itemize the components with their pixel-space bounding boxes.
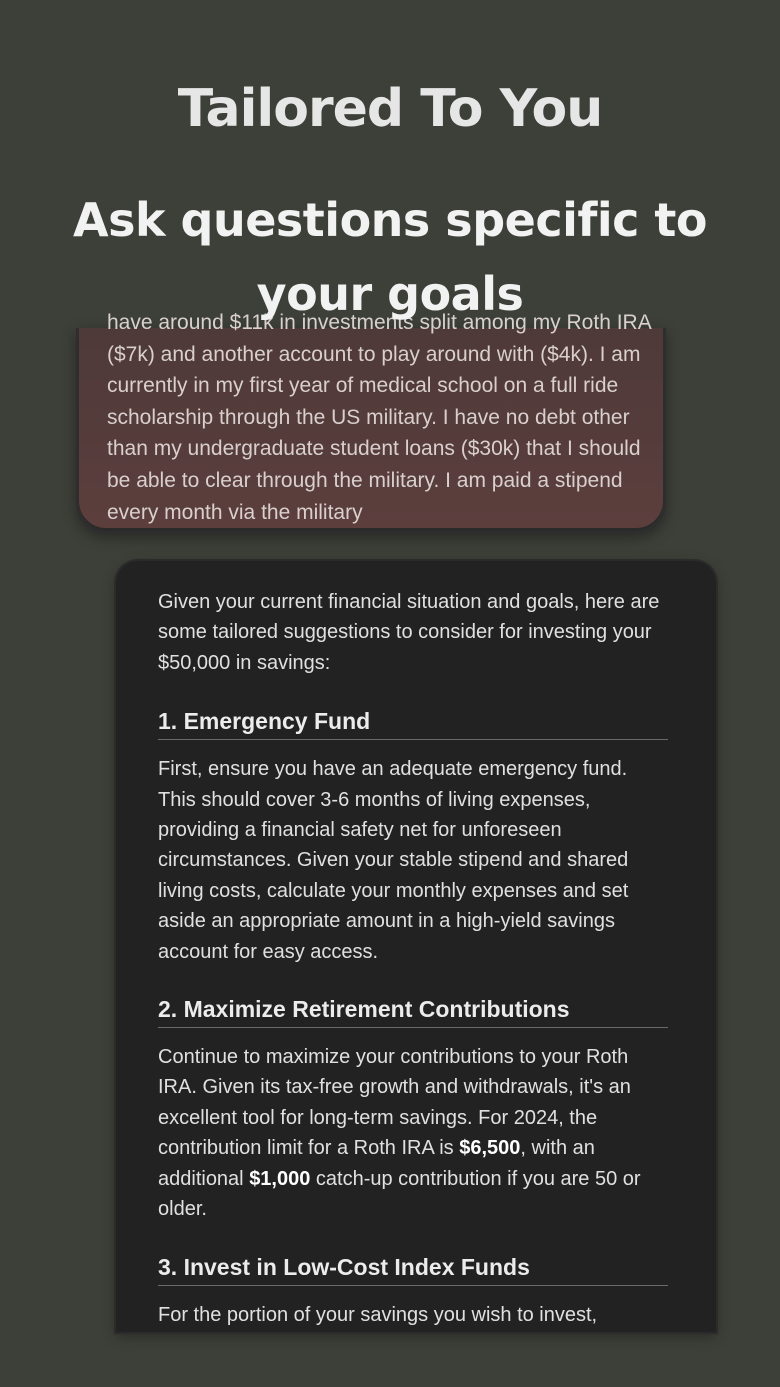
section-heading-emergency-fund: 1. Emergency Fund — [158, 706, 668, 740]
user-message-bubble — [76, 311, 666, 534]
catch-up-amount: $1,000 — [249, 1167, 311, 1190]
section-body-emergency-fund: First, ensure you have an adequate emergency fund. This should cover 3-6 months of living expenses, providing a financial safety net for unforeseen circumstances. Given your stable stipend and shared living costs, calculate your monthly expenses and set aside an appropriate amount in a high-yield savings account for easy access. — [158, 758, 629, 963]
retirement-text-c: catch-up contribution if you are 50 or older. — [158, 1167, 641, 1221]
headline-subtitle: Ask questions specific to your goals — [72, 193, 708, 321]
section-heading-index-funds: 3. Invest in Low-Cost Index Funds — [158, 1252, 668, 1286]
roth-limit-amount: $6,500 — [459, 1137, 521, 1160]
assistant-response-content — [158, 587, 668, 1330]
user-message-text: have around $11k in investments split among my Roth IRA ($7k) and another account to play around with ($4k). I am currently in my first year of medical school on a full ride scholarship through the US military. I have no debt other than my undergraduate student loans ($30k) that I should be able to clear through the military. I am paid a stipend every month via the military — [107, 311, 651, 524]
section-body-retirement — [158, 1042, 668, 1224]
headline-title: Tailored To You — [177, 79, 603, 139]
assistant-response-card — [116, 561, 716, 1332]
retirement-text-a: Continue to maximize your contributions to your Roth IRA. Given its tax-free growth and withdrawals, it's an excellent tool for long-term savings. For 2024, the contribution limit for a Roth IRA is — [158, 1046, 631, 1160]
response-intro: Given your current financial situation and goals, here are some tailored suggestions to consider for investing your $50,000 in savings: — [158, 591, 660, 674]
section-body-index-funds: For the portion of your savings you wish to invest, — [158, 1303, 598, 1326]
section-heading-retirement: 2. Maximize Retirement Contributions — [158, 994, 668, 1028]
retirement-text-b: , with an additional — [158, 1137, 595, 1190]
